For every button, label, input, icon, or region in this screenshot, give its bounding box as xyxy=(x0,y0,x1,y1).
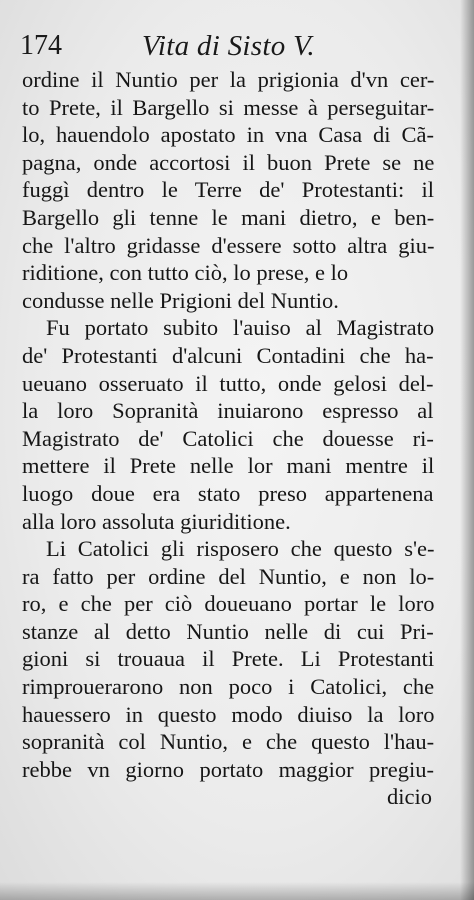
catchword: dicio xyxy=(387,784,432,810)
paragraph-3 xyxy=(22,535,434,811)
text-line: luogo doue era stato preso appartenena xyxy=(22,480,434,506)
text-line: Fu portato subito l'auiso al Magistrato xyxy=(46,315,435,341)
text-line: stanze al detto Nuntio nelle di cui Pri- xyxy=(22,618,434,644)
paragraph-2 xyxy=(22,314,434,535)
text-line: pagna, onde accortosi il buon Prete se ne xyxy=(22,149,435,175)
text-line: Magistrato de' Catolici che douesse ri- xyxy=(22,425,434,451)
text-line: sopranità col Nuntio, e che questo l'hau- xyxy=(22,729,435,755)
text-line: de' Protestanti d'alcuni Contadini che ha- xyxy=(22,342,434,368)
text-line: condusse nelle Prigioni del Nuntio. xyxy=(22,287,339,313)
paragraph-1 xyxy=(22,66,434,314)
text-line: la loro Sopranità inuiarono espresso al xyxy=(22,398,434,424)
page-edge-shadow xyxy=(460,0,474,900)
text-line: ra fatto per ordine del Nuntio, e non lo- xyxy=(22,563,435,589)
text-line: hauessero in questo modo diuiso la loro xyxy=(22,701,435,727)
text-line: fuggì dentro le Terre de' Protestanti: il xyxy=(22,177,434,203)
text-line: ordine il Nuntio per la prigionia d'vn cer- xyxy=(22,67,435,92)
text-line: gioni si trouaua il Prete. Li Protestanti xyxy=(22,646,435,672)
body-text xyxy=(22,66,434,811)
page-header xyxy=(20,26,440,66)
text-line: rebbe vn giorno portato maggior pregiu- xyxy=(22,756,435,782)
text-line: to Prete, il Bargello si messe à perseguitar- xyxy=(22,94,435,120)
text-line: rimprouerarono non poco i Catolici, che xyxy=(22,674,435,700)
page-bottom-shadow xyxy=(0,882,474,900)
running-title: Vita di Sisto V. xyxy=(142,30,315,62)
text-line: lo, hauendolo apostato in vna Casa di Cã- xyxy=(22,122,434,148)
text-line: che l'altro gridasse d'essere sotto altra giu- xyxy=(22,232,435,258)
text-line: Bargello gli tenne le mani dietro, e ben- xyxy=(22,204,435,230)
text-line: alla loro assoluta giuriditione. xyxy=(22,508,291,534)
text-line: ro, e che per ciò doueuano portar le loro xyxy=(22,591,435,617)
text-line: mettere il Prete nelle lor mani mentre il xyxy=(22,453,435,479)
page-number: 174 xyxy=(20,30,62,61)
text-line: ueuano osseruato il tutto, onde gelosi del- xyxy=(22,370,434,396)
text-line: Li Catolici gli risposero che questo s'e- xyxy=(46,536,435,562)
text-line: riditione, con tutto ciò, lo prese, e lo xyxy=(22,260,349,286)
